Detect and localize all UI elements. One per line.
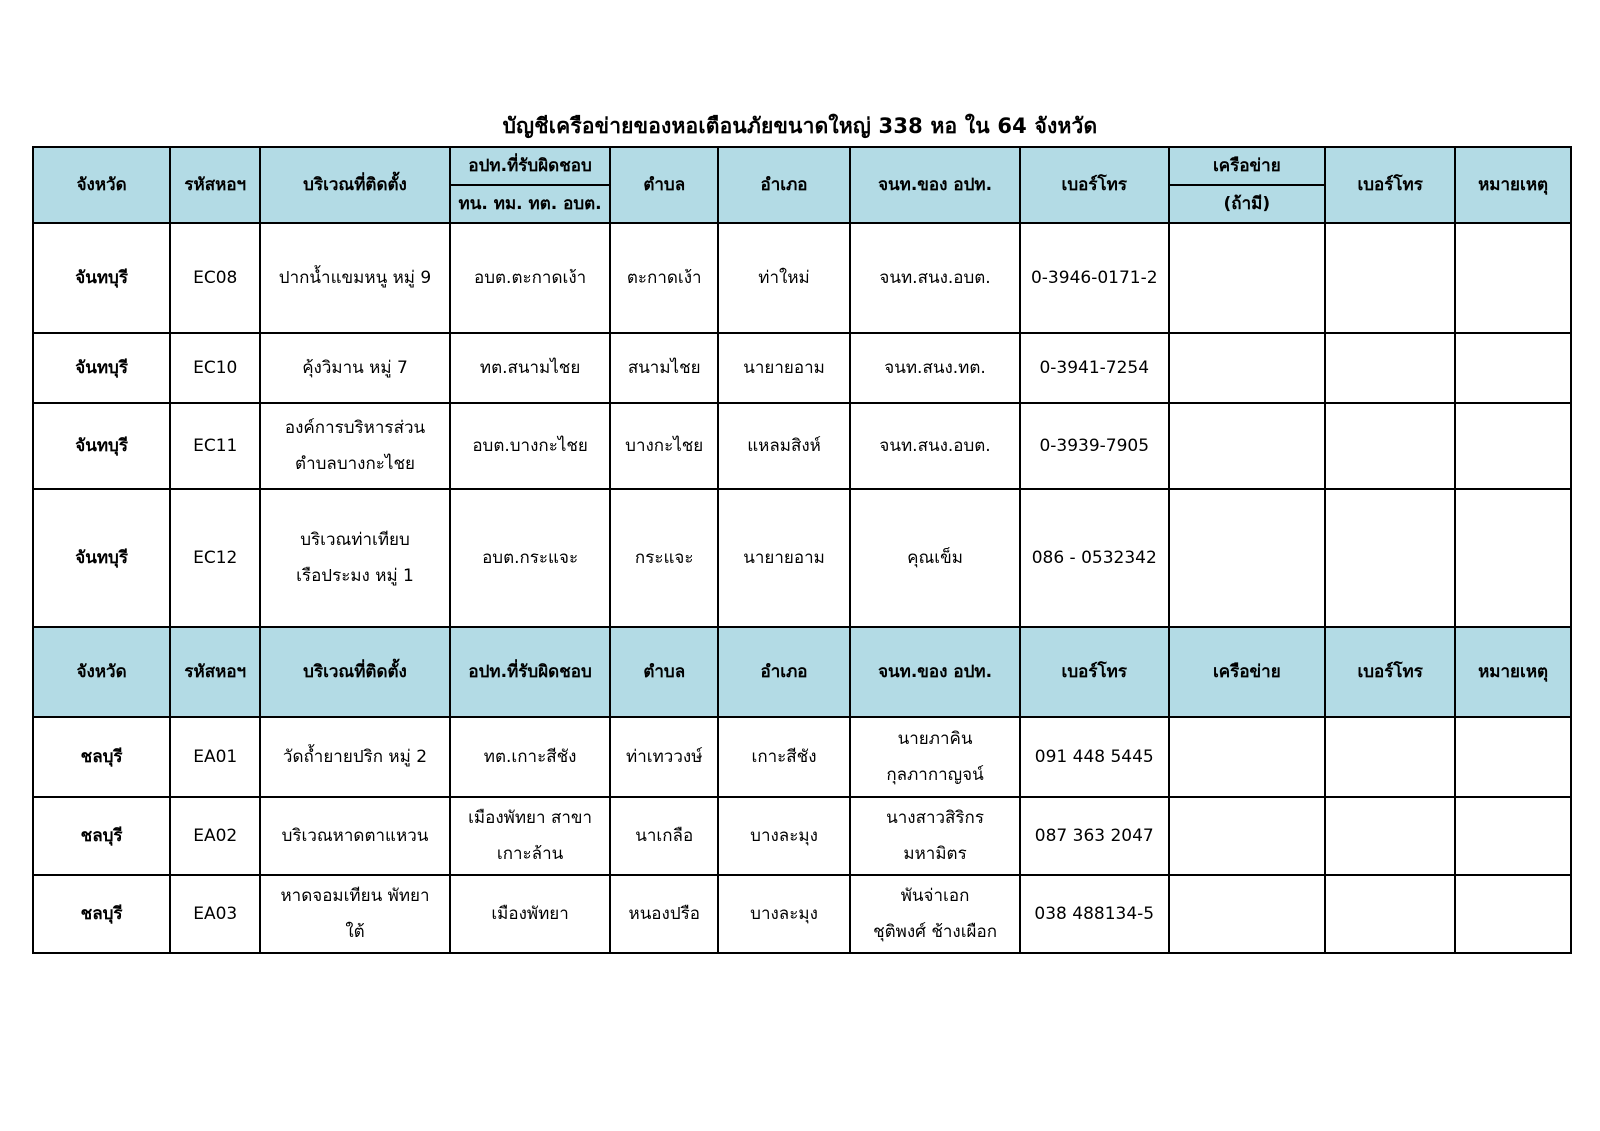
header2-phone2: เบอร์โทร xyxy=(1325,627,1455,717)
phone-cell: 0-3941-7254 xyxy=(1020,333,1168,403)
phone-cell: 0-3939-7905 xyxy=(1020,403,1168,489)
agency-cell xyxy=(450,875,611,953)
district-cell: ท่าใหม่ xyxy=(718,223,850,333)
province-cell: จันทบุรี xyxy=(33,489,170,627)
header-subdistrict: ตำบล xyxy=(610,147,718,223)
district-cell: เกาะสีชัง xyxy=(718,717,850,797)
header-agency-types: ทน. ทม. ทต. อบต. xyxy=(450,185,611,223)
officer-cell xyxy=(850,717,1020,797)
header2-officer: จนท.ของ อปท. xyxy=(850,627,1020,717)
phone2-cell xyxy=(1325,333,1455,403)
table-row xyxy=(33,875,1571,953)
network-cell xyxy=(1169,875,1326,953)
phone2-cell xyxy=(1325,403,1455,489)
table-row xyxy=(33,717,1571,797)
agency-cell-line: เมืองพัทยา สาขา xyxy=(468,808,593,828)
header2-note: หมายเหตุ xyxy=(1455,627,1571,717)
subdistrict-cell: หนองปรือ xyxy=(610,875,718,953)
note-cell xyxy=(1455,717,1571,797)
officer-cell-line: จนท.สนง.ทต. xyxy=(884,358,986,378)
code-cell: EC08 xyxy=(170,223,260,333)
phone2-cell xyxy=(1325,875,1455,953)
table-body xyxy=(33,147,1571,953)
note-cell xyxy=(1455,797,1571,875)
location-cell-line: ตำบลบางกะไชย xyxy=(295,454,415,474)
officer-cell-line: มหามิตร xyxy=(903,844,967,864)
note-cell xyxy=(1455,223,1571,333)
table-row xyxy=(33,403,1571,489)
subdistrict-cell: สนามไชย xyxy=(610,333,718,403)
table-row xyxy=(33,797,1571,875)
officer-cell-line: จนท.สนง.อบต. xyxy=(879,436,991,456)
agency-cell-line: อบต.ตะกาดเง้า xyxy=(474,268,587,288)
header2-phone: เบอร์โทร xyxy=(1020,627,1168,717)
table-row xyxy=(33,333,1571,403)
location-cell-line: เรือประมง หมู่ 1 xyxy=(296,566,414,586)
province-cell: ชลบุรี xyxy=(33,717,170,797)
code-cell: EC10 xyxy=(170,333,260,403)
province-cell: จันทบุรี xyxy=(33,403,170,489)
subdistrict-cell: ตะกาดเง้า xyxy=(610,223,718,333)
page-title: บัญชีเครือข่ายของหอเตือนภัยขนาดใหญ่ 338 หอ ใน 64 จังหวัด xyxy=(502,114,1098,138)
location-cell xyxy=(260,333,449,403)
officer-cell xyxy=(850,403,1020,489)
location-cell xyxy=(260,797,449,875)
header-officer: จนท.ของ อปท. xyxy=(850,147,1020,223)
table-row xyxy=(33,489,1571,627)
note-cell xyxy=(1455,875,1571,953)
note-cell xyxy=(1455,403,1571,489)
location-cell-line: บริเวณท่าเทียบ xyxy=(300,530,410,550)
officer-cell-line: จนท.สนง.อบต. xyxy=(879,268,991,288)
header2-subdistrict: ตำบล xyxy=(610,627,718,717)
officer-cell xyxy=(850,875,1020,953)
header-note: หมายเหตุ xyxy=(1455,147,1571,223)
province-cell: จันทบุรี xyxy=(33,333,170,403)
district-cell: นายายอาม xyxy=(718,333,850,403)
note-cell xyxy=(1455,333,1571,403)
agency-cell xyxy=(450,797,611,875)
officer-cell xyxy=(850,797,1020,875)
location-cell-line: วัดถ้ำยายปริก หมู่ 2 xyxy=(282,747,428,767)
network-cell xyxy=(1169,797,1326,875)
header2-agency: อปท.ที่รับผิดชอบ xyxy=(450,627,611,717)
header-row-2 xyxy=(33,627,1571,717)
agency-cell-line: เมืองพัทยา xyxy=(491,904,569,924)
phone-cell: 0-3946-0171-2 xyxy=(1020,223,1168,333)
location-cell-line: คุ้งวิมาน หมู่ 7 xyxy=(302,358,408,378)
header2-location: บริเวณที่ติดตั้ง xyxy=(260,627,449,717)
location-cell xyxy=(260,717,449,797)
header-phone2: เบอร์โทร xyxy=(1325,147,1455,223)
province-cell: ชลบุรี xyxy=(33,875,170,953)
agency-cell-line: ทต.เกาะสีชัง xyxy=(483,747,577,767)
network-cell xyxy=(1169,223,1326,333)
code-cell: EA01 xyxy=(170,717,260,797)
header-location: บริเวณที่ติดตั้ง xyxy=(260,147,449,223)
network-table xyxy=(32,146,1572,954)
agency-cell xyxy=(450,333,611,403)
header2-province: จังหวัด xyxy=(33,627,170,717)
district-cell: นายายอาม xyxy=(718,489,850,627)
officer-cell-line: พันจ่าเอก xyxy=(900,886,970,906)
agency-cell-line: อบต.กระแจะ xyxy=(482,548,579,568)
district-cell: บางละมุง xyxy=(718,875,850,953)
header-phone: เบอร์โทร xyxy=(1020,147,1168,223)
phone2-cell xyxy=(1325,223,1455,333)
agency-cell xyxy=(450,403,611,489)
phone-cell: 038 488134-5 xyxy=(1020,875,1168,953)
agency-cell xyxy=(450,717,611,797)
officer-cell xyxy=(850,223,1020,333)
subdistrict-cell: กระแจะ xyxy=(610,489,718,627)
location-cell xyxy=(260,875,449,953)
agency-cell-line: ทต.สนามไชย xyxy=(479,358,581,378)
header-district: อำเภอ xyxy=(718,147,850,223)
header-network: เครือข่าย xyxy=(1169,147,1326,185)
location-cell-line: บริเวณหาดตาแหวน xyxy=(281,826,429,846)
note-cell xyxy=(1455,489,1571,627)
location-cell-line: ปากน้ำแขมหนู หมู่ 9 xyxy=(278,268,432,288)
district-cell: แหลมสิงห์ xyxy=(718,403,850,489)
header-network-optional: (ถ้ามี) xyxy=(1169,185,1326,223)
officer-cell-line: ชุติพงศ์ ช้างเผือก xyxy=(873,922,998,942)
subdistrict-cell: ท่าเทววงษ์ xyxy=(610,717,718,797)
code-cell: EA03 xyxy=(170,875,260,953)
header-province: จังหวัด xyxy=(33,147,170,223)
phone2-cell xyxy=(1325,797,1455,875)
province-cell: ชลบุรี xyxy=(33,797,170,875)
agency-cell-line: เกาะล้าน xyxy=(496,844,564,864)
code-cell: EC12 xyxy=(170,489,260,627)
code-cell: EA02 xyxy=(170,797,260,875)
location-cell xyxy=(260,403,449,489)
phone-cell: 087 363 2047 xyxy=(1020,797,1168,875)
network-cell xyxy=(1169,489,1326,627)
province-cell: จันทบุรี xyxy=(33,223,170,333)
location-cell-line: หาดจอมเทียน พัทยา xyxy=(280,886,430,906)
subdistrict-cell: บางกะไชย xyxy=(610,403,718,489)
officer-cell xyxy=(850,489,1020,627)
network-cell xyxy=(1169,403,1326,489)
header2-network: เครือข่าย xyxy=(1169,627,1326,717)
header-agency: อปท.ที่รับผิดชอบ xyxy=(450,147,611,185)
agency-cell xyxy=(450,489,611,627)
header-code: รหัสหอฯ xyxy=(170,147,260,223)
officer-cell xyxy=(850,333,1020,403)
phone2-cell xyxy=(1325,717,1455,797)
location-cell xyxy=(260,223,449,333)
phone-cell: 086 - 0532342 xyxy=(1020,489,1168,627)
network-cell xyxy=(1169,333,1326,403)
officer-cell-line: นางสาวสิริกร xyxy=(886,808,984,828)
location-cell-line: ใต้ xyxy=(345,922,365,942)
subdistrict-cell: นาเกลือ xyxy=(610,797,718,875)
district-cell: บางละมุง xyxy=(718,797,850,875)
officer-cell-line: คุณเข็ม xyxy=(907,548,963,568)
phone2-cell xyxy=(1325,489,1455,627)
officer-cell-line: กุลภากาญจน์ xyxy=(886,765,984,785)
header-row xyxy=(33,147,1571,185)
location-cell-line: องค์การบริหารส่วน xyxy=(284,418,426,438)
phone-cell: 091 448 5445 xyxy=(1020,717,1168,797)
agency-cell-line: อบต.บางกะไชย xyxy=(472,436,588,456)
network-cell xyxy=(1169,717,1326,797)
table-row xyxy=(33,223,1571,333)
officer-cell-line: นายภาคิน xyxy=(897,729,973,749)
agency-cell xyxy=(450,223,611,333)
location-cell xyxy=(260,489,449,627)
header2-code: รหัสหอฯ xyxy=(170,627,260,717)
code-cell: EC11 xyxy=(170,403,260,489)
header2-district: อำเภอ xyxy=(718,627,850,717)
